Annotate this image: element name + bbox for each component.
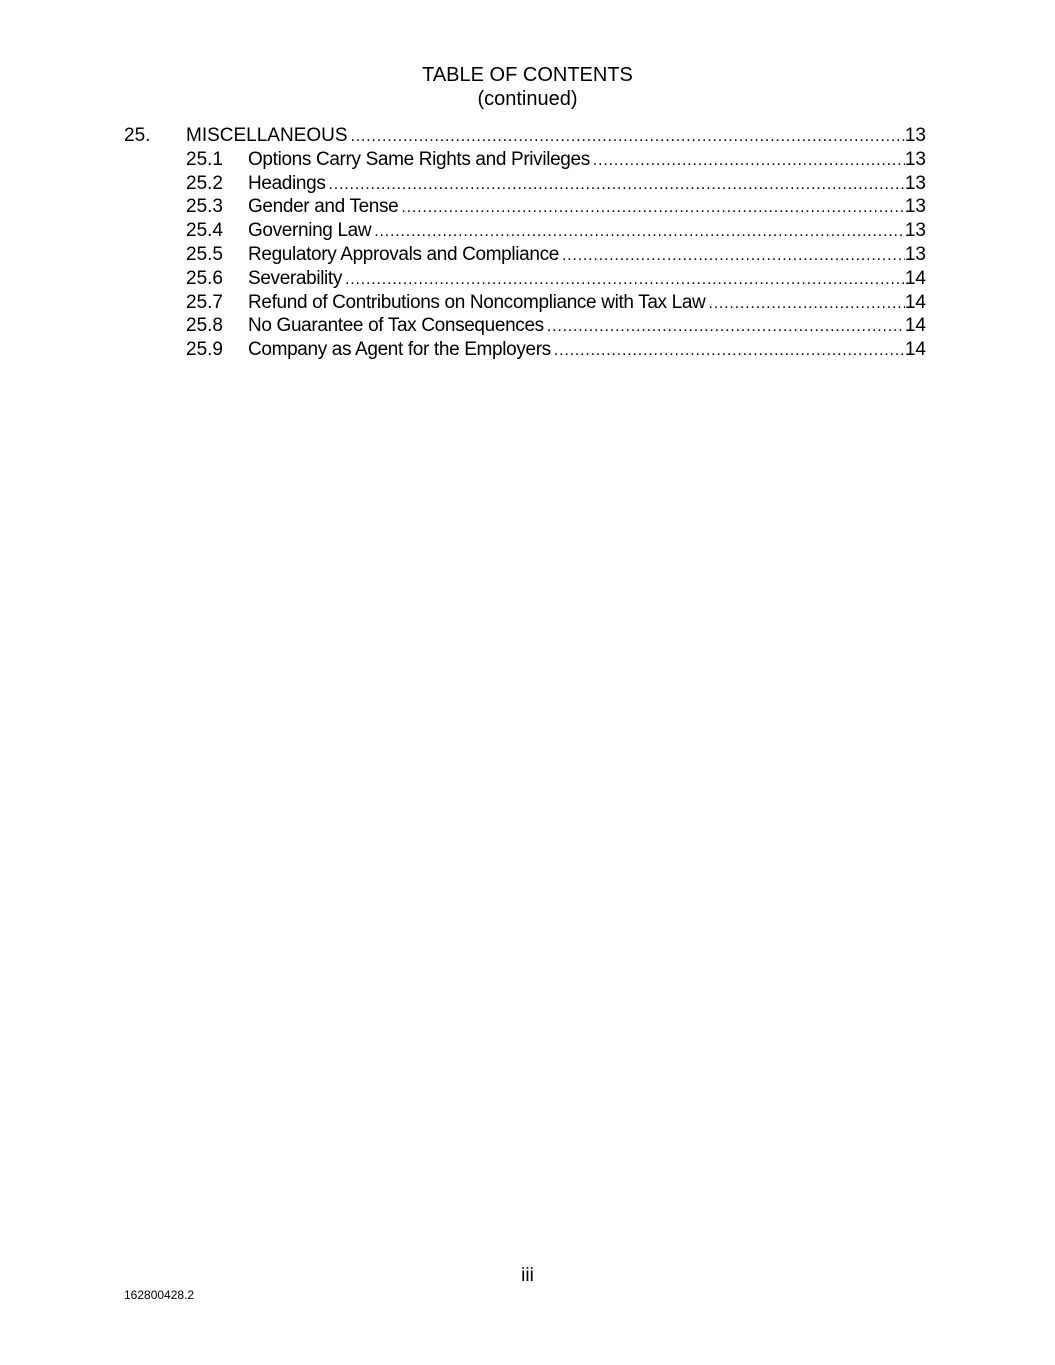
toc-title: TABLE OF CONTENTS — [422, 64, 633, 86]
toc-entry-page: 13 — [904, 148, 926, 170]
dot-leader — [705, 292, 904, 316]
toc-entry-title: Regulatory Approvals and Compliance — [248, 243, 559, 265]
toc-entry-title: Headings — [248, 172, 326, 194]
dot-leader — [348, 125, 905, 149]
dot-leader — [551, 339, 905, 363]
toc-entry-page: 13 — [904, 172, 926, 194]
toc-entry-page: 14 — [904, 339, 926, 361]
toc-entry-page: 13 — [904, 196, 926, 218]
toc-subsection-entry[interactable] — [124, 243, 926, 267]
toc-subsection-entry[interactable] — [124, 219, 926, 243]
toc-subsection-entry[interactable] — [124, 172, 926, 196]
dot-leader — [342, 268, 905, 292]
toc-entry-title: Refund of Contributions on Noncompliance with Tax Law — [248, 291, 706, 313]
toc-entry-page: 14 — [904, 267, 926, 289]
toc-entry-number: 25.4 — [186, 220, 223, 242]
dot-leader — [371, 220, 905, 244]
toc-entry-number: 25.6 — [186, 267, 223, 289]
toc-entry-number: 25.5 — [186, 243, 223, 265]
toc-entry-page: 13 — [904, 125, 926, 146]
toc-subtitle: (continued) — [477, 88, 578, 110]
toc-entry-number: 25.8 — [186, 315, 223, 337]
toc-entry-title: Severability — [248, 267, 343, 289]
dot-leader — [559, 244, 905, 268]
dot-leader — [325, 173, 904, 197]
toc-entry-title: Gender and Tense — [248, 196, 399, 218]
document-id: 162800428.2 — [124, 1288, 195, 1302]
dot-leader — [398, 196, 904, 220]
toc-subsection-entry[interactable] — [124, 195, 926, 219]
toc-entry-number: 25. — [124, 125, 151, 146]
toc-entry-number: 25.3 — [186, 196, 223, 218]
toc-entry-page: 13 — [904, 220, 926, 242]
toc-entry-title: Company as Agent for the Employers — [248, 339, 551, 361]
dot-leader — [590, 149, 905, 173]
toc-section-entry[interactable] — [124, 124, 926, 148]
toc-entry-page: 13 — [904, 243, 926, 265]
toc-entry-page: 14 — [904, 315, 926, 337]
toc-entry-title: No Guarantee of Tax Consequences — [248, 315, 544, 337]
toc-entry-title: MISCELLANEOUS — [186, 125, 348, 146]
table-of-contents — [124, 124, 926, 362]
toc-subsection-entry[interactable] — [124, 148, 926, 172]
toc-entry-number: 25.2 — [186, 172, 223, 194]
toc-subsection-entry[interactable] — [124, 338, 926, 362]
toc-entry-page: 14 — [904, 291, 926, 313]
toc-entry-number: 25.9 — [186, 339, 223, 361]
dot-leader — [544, 315, 905, 339]
toc-entry-number: 25.1 — [186, 148, 223, 170]
toc-entry-title: Governing Law — [248, 220, 372, 242]
toc-subsection-entry[interactable] — [124, 314, 926, 338]
toc-subsection-entry[interactable] — [124, 291, 926, 315]
toc-entry-title: Options Carry Same Rights and Privileges — [248, 148, 590, 170]
toc-subsection-entry[interactable] — [124, 267, 926, 291]
page-number: iii — [521, 1265, 534, 1286]
toc-entry-number: 25.7 — [186, 291, 223, 313]
